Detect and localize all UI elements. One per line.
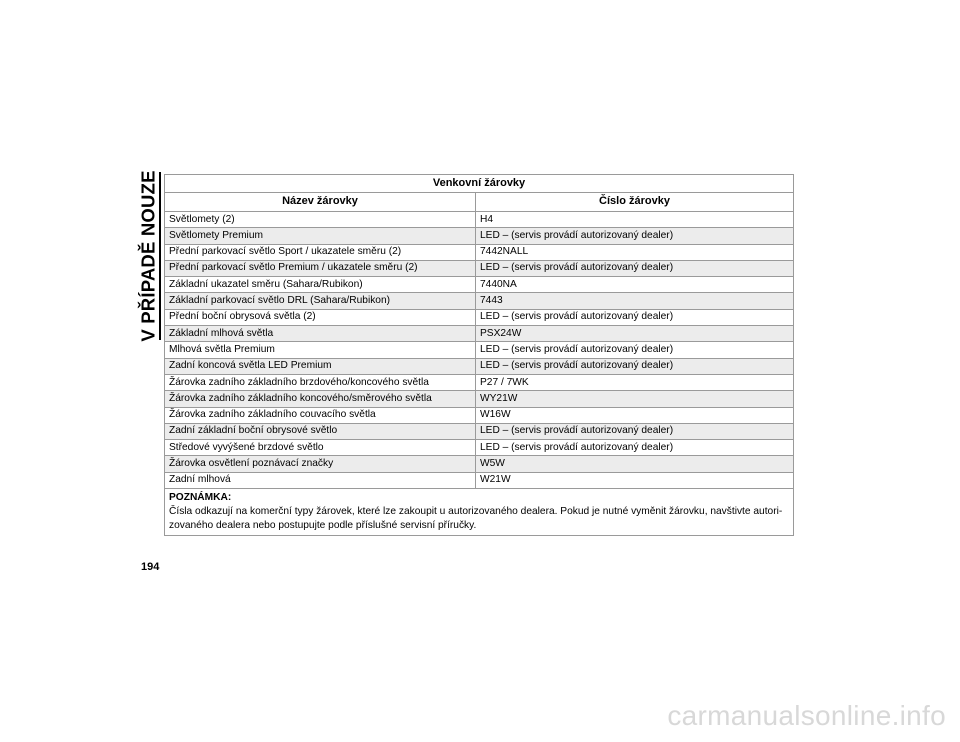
bulb-name-cell: Základní ukazatel směru (Sahara/Rubikon) [165,277,476,293]
table-row [165,342,794,358]
table-row [165,309,794,325]
bulb-number-cell: PSX24W [476,326,794,342]
table-row [165,440,794,456]
table-row [165,456,794,472]
bulb-name-cell: Středové vyvýšené brzdové světlo [165,440,476,456]
table-row [165,374,794,390]
bulb-number-cell: W5W [476,456,794,472]
bulb-number-cell: 7442NALL [476,244,794,260]
bulb-number-cell: LED – (servis provádí autorizovaný dealer) [476,342,794,358]
bulb-number-cell: 7440NA [476,277,794,293]
bulb-number-cell: P27 / 7WK [476,374,794,390]
bulb-number-cell: LED – (servis provádí autorizovaný dealer) [476,309,794,325]
section-side-tab [138,172,160,340]
bulb-name-cell: Světlomety (2) [165,212,476,228]
bulb-name-cell: Základní parkovací světlo DRL (Sahara/Rubikon) [165,293,476,309]
bulb-number-cell: W21W [476,472,794,488]
note-text: Čísla odkazují na komerční typy žárovek, které lze zakoupit u autorizovaného dealera. Pokud je nutné vyměnit žárovku, navštivte autori-zovaného dealera nebo postupujte podle příslušné servisní příručky. [169,505,783,531]
table-caption: Venkovní žárovky [165,175,794,193]
bulb-name-cell: Přední parkovací světlo Premium / ukazatele směru (2) [165,260,476,276]
section-divider [159,172,161,340]
note-cell [165,489,794,536]
column-header-bulb-name: Název žárovky [165,193,476,212]
table-row [165,407,794,423]
section-title: V PŘÍPADĚ NOUZE [138,170,160,342]
table-row [165,228,794,244]
table-row [165,358,794,374]
column-header-bulb-number: Číslo žárovky [476,193,794,212]
bulb-number-cell: LED – (servis provádí autorizovaný dealer) [476,228,794,244]
bulb-name-cell: Zadní mlhová [165,472,476,488]
bulb-number-cell: WY21W [476,391,794,407]
bulb-name-cell: Přední parkovací světlo Sport / ukazatele směru (2) [165,244,476,260]
bulb-number-cell: LED – (servis provádí autorizovaný dealer) [476,260,794,276]
bulb-name-cell: Žárovka zadního základního koncového/směrového světla [165,391,476,407]
bulb-name-cell: Zadní koncová světla LED Premium [165,358,476,374]
bulb-number-cell: LED – (servis provádí autorizovaný dealer) [476,423,794,439]
bulb-name-cell: Žárovka osvětlení poznávací značky [165,456,476,472]
bulb-name-cell: Základní mlhová světla [165,326,476,342]
page-number: 194 [141,561,160,573]
note-title: POZNÁMKA: [169,492,232,504]
table-row [165,423,794,439]
table-row [165,391,794,407]
table-row [165,277,794,293]
table-row [165,326,794,342]
exterior-bulbs-table [164,174,794,536]
bulb-number-cell: LED – (servis provádí autorizovaný dealer) [476,358,794,374]
watermark: carmanualsonline.info [667,700,946,731]
bulb-number-cell: H4 [476,212,794,228]
bulb-name-cell: Žárovka zadního základního couvacího světla [165,407,476,423]
bulb-name-cell: Světlomety Premium [165,228,476,244]
bulb-name-cell: Zadní základní boční obrysové světlo [165,423,476,439]
bulb-number-cell: LED – (servis provádí autorizovaný dealer) [476,440,794,456]
table-row [165,472,794,488]
bulb-name-cell: Žárovka zadního základního brzdového/koncového světla [165,374,476,390]
bulb-name-cell: Mlhová světla Premium [165,342,476,358]
table-row [165,212,794,228]
bulb-number-cell: 7443 [476,293,794,309]
bulb-name-cell: Přední boční obrysová světla (2) [165,309,476,325]
table-row [165,260,794,276]
table-row [165,244,794,260]
table-row [165,293,794,309]
bulb-number-cell: W16W [476,407,794,423]
